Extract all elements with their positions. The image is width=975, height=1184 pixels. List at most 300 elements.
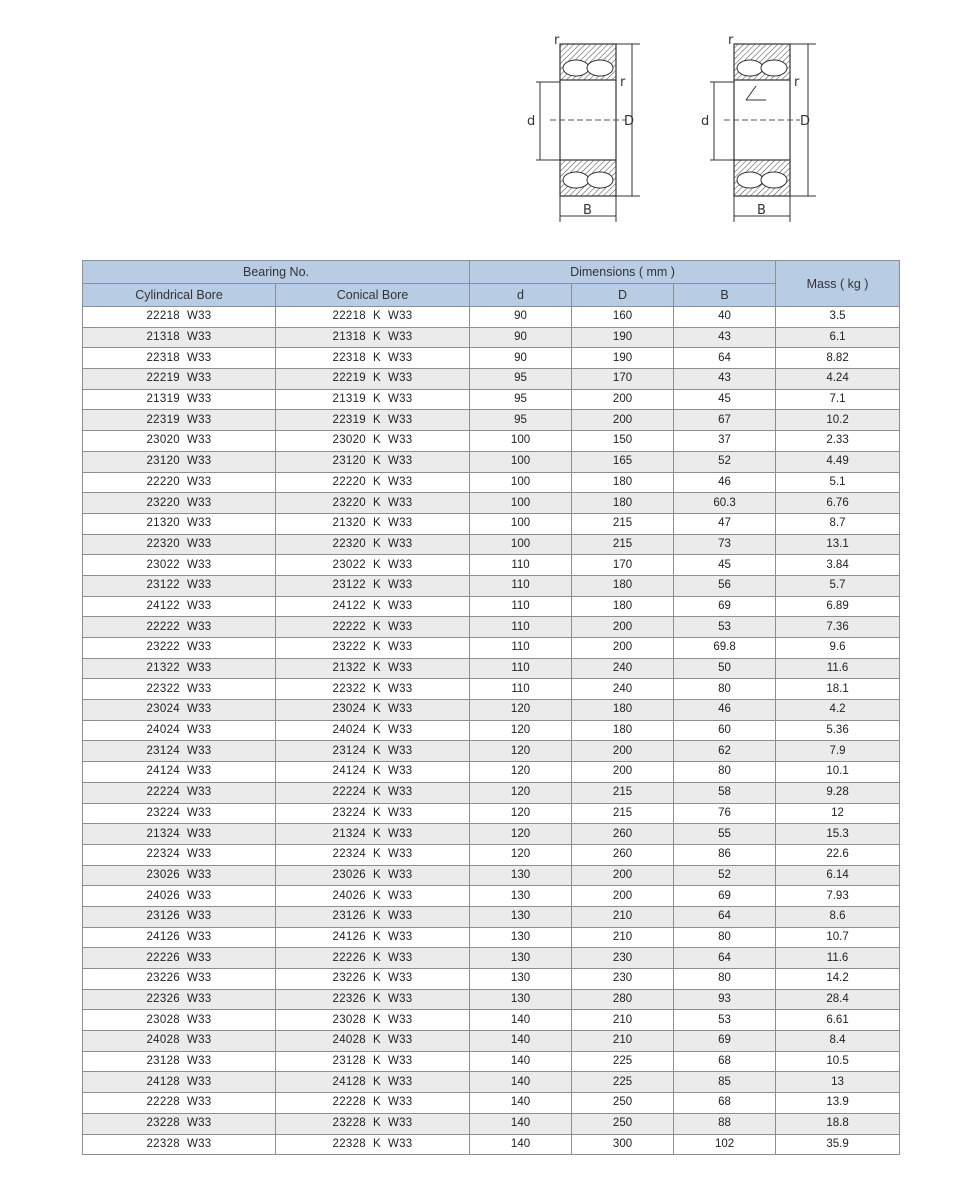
cell-mass: 3.84	[776, 555, 900, 576]
cell-cylindrical-bore: 23128 W33	[83, 1051, 276, 1072]
cell-B: 58	[674, 782, 776, 803]
table-row	[83, 658, 900, 679]
cell-D: 200	[572, 886, 674, 907]
label-r: r	[554, 33, 560, 48]
table-row	[83, 555, 900, 576]
cell-B: 64	[674, 348, 776, 369]
cell-B: 102	[674, 1134, 776, 1155]
cell-B: 60	[674, 720, 776, 741]
cell-d: 130	[470, 886, 572, 907]
cell-cylindrical-bore: 23228 W33	[83, 1113, 276, 1134]
cell-mass: 10.1	[776, 762, 900, 783]
table-row	[83, 472, 900, 493]
cell-conical-bore: 23224 K W33	[276, 803, 470, 824]
cell-D: 230	[572, 969, 674, 990]
cell-d: 120	[470, 700, 572, 721]
cell-D: 280	[572, 989, 674, 1010]
cell-D: 215	[572, 782, 674, 803]
cell-B: 69	[674, 886, 776, 907]
cell-cylindrical-bore: 23028 W33	[83, 1010, 276, 1031]
cell-conical-bore: 22328 K W33	[276, 1134, 470, 1155]
table-row	[83, 989, 900, 1010]
cell-d: 110	[470, 638, 572, 659]
cell-mass: 4.2	[776, 700, 900, 721]
label-B: B	[583, 203, 592, 218]
cell-cylindrical-bore: 23024 W33	[83, 700, 276, 721]
cell-D: 180	[572, 700, 674, 721]
cell-conical-bore: 23026 K W33	[276, 865, 470, 886]
cell-conical-bore: 24128 K W33	[276, 1072, 470, 1093]
table-row	[83, 762, 900, 783]
table-row	[83, 824, 900, 845]
cell-D: 300	[572, 1134, 674, 1155]
cell-conical-bore: 22224 K W33	[276, 782, 470, 803]
table-row	[83, 1031, 900, 1052]
cell-cylindrical-bore: 24128 W33	[83, 1072, 276, 1093]
cell-d: 95	[470, 389, 572, 410]
cell-B: 43	[674, 369, 776, 390]
cell-mass: 7.93	[776, 886, 900, 907]
cell-d: 140	[470, 1134, 572, 1155]
cell-cylindrical-bore: 23026 W33	[83, 865, 276, 886]
cell-cylindrical-bore: 23126 W33	[83, 906, 276, 927]
label-D: D	[800, 114, 811, 129]
bearing-spec-table	[82, 260, 900, 1155]
cell-B: 76	[674, 803, 776, 824]
cell-B: 93	[674, 989, 776, 1010]
cell-B: 69	[674, 596, 776, 617]
cell-conical-bore: 23022 K W33	[276, 555, 470, 576]
table-row	[83, 720, 900, 741]
cell-cylindrical-bore: 24124 W33	[83, 762, 276, 783]
label-r: r	[620, 75, 626, 90]
cell-conical-bore: 23028 K W33	[276, 1010, 470, 1031]
table-row	[83, 617, 900, 638]
cell-cylindrical-bore: 22222 W33	[83, 617, 276, 638]
cell-D: 190	[572, 327, 674, 348]
cell-d: 140	[470, 1031, 572, 1052]
cell-mass: 3.5	[776, 307, 900, 328]
cell-cylindrical-bore: 22328 W33	[83, 1134, 276, 1155]
cell-conical-bore: 24026 K W33	[276, 886, 470, 907]
cell-B: 50	[674, 658, 776, 679]
cell-D: 200	[572, 762, 674, 783]
cell-B: 60.3	[674, 493, 776, 514]
table-row	[83, 369, 900, 390]
cell-D: 150	[572, 431, 674, 452]
cell-D: 180	[572, 493, 674, 514]
cell-d: 120	[470, 844, 572, 865]
header-D: D	[572, 284, 674, 307]
cell-conical-bore: 22220 K W33	[276, 472, 470, 493]
conical-bore-drawing	[701, 33, 816, 222]
cell-d: 110	[470, 658, 572, 679]
cell-d: 140	[470, 1093, 572, 1114]
cell-B: 68	[674, 1093, 776, 1114]
cell-mass: 7.36	[776, 617, 900, 638]
cell-d: 100	[470, 472, 572, 493]
cell-B: 67	[674, 410, 776, 431]
cell-mass: 5.7	[776, 575, 900, 596]
cell-conical-bore: 21319 K W33	[276, 389, 470, 410]
cell-d: 120	[470, 803, 572, 824]
cell-B: 64	[674, 948, 776, 969]
cell-cylindrical-bore: 21318 W33	[83, 327, 276, 348]
cell-cylindrical-bore: 22226 W33	[83, 948, 276, 969]
cell-cylindrical-bore: 22322 W33	[83, 679, 276, 700]
cell-conical-bore: 23024 K W33	[276, 700, 470, 721]
cell-d: 95	[470, 410, 572, 431]
cell-d: 120	[470, 782, 572, 803]
cell-mass: 6.14	[776, 865, 900, 886]
cell-mass: 11.6	[776, 948, 900, 969]
cell-D: 200	[572, 741, 674, 762]
cell-d: 100	[470, 451, 572, 472]
cell-B: 45	[674, 555, 776, 576]
cell-B: 80	[674, 762, 776, 783]
cell-d: 130	[470, 989, 572, 1010]
table-row	[83, 534, 900, 555]
cell-B: 80	[674, 969, 776, 990]
cell-cylindrical-bore: 21319 W33	[83, 389, 276, 410]
cell-cylindrical-bore: 22324 W33	[83, 844, 276, 865]
cell-conical-bore: 22319 K W33	[276, 410, 470, 431]
cell-D: 240	[572, 679, 674, 700]
cell-D: 260	[572, 844, 674, 865]
cell-B: 47	[674, 513, 776, 534]
cell-D: 210	[572, 906, 674, 927]
label-d: d	[701, 114, 710, 129]
cell-mass: 6.1	[776, 327, 900, 348]
label-r: r	[794, 75, 800, 90]
label-B: B	[757, 203, 766, 218]
cell-cylindrical-bore: 23122 W33	[83, 575, 276, 596]
cell-D: 200	[572, 617, 674, 638]
cell-cylindrical-bore: 22224 W33	[83, 782, 276, 803]
table-row	[83, 1051, 900, 1072]
cell-d: 110	[470, 679, 572, 700]
cell-mass: 8.4	[776, 1031, 900, 1052]
cell-B: 68	[674, 1051, 776, 1072]
cell-mass: 9.28	[776, 782, 900, 803]
cell-cylindrical-bore: 23224 W33	[83, 803, 276, 824]
label-d: d	[527, 114, 536, 129]
cell-mass: 8.7	[776, 513, 900, 534]
header-d: d	[470, 284, 572, 307]
cell-mass: 4.49	[776, 451, 900, 472]
cell-mass: 18.1	[776, 679, 900, 700]
cell-cylindrical-bore: 23020 W33	[83, 431, 276, 452]
cell-B: 46	[674, 700, 776, 721]
cell-cylindrical-bore: 22320 W33	[83, 534, 276, 555]
cell-mass: 7.9	[776, 741, 900, 762]
cell-mass: 7.1	[776, 389, 900, 410]
table-row	[83, 389, 900, 410]
table-row	[83, 327, 900, 348]
cell-mass: 6.61	[776, 1010, 900, 1031]
table-row	[83, 886, 900, 907]
cell-D: 215	[572, 513, 674, 534]
cell-d: 100	[470, 431, 572, 452]
cell-conical-bore: 23122 K W33	[276, 575, 470, 596]
table-row	[83, 969, 900, 990]
table-row	[83, 410, 900, 431]
cell-D: 215	[572, 803, 674, 824]
cell-cylindrical-bore: 23220 W33	[83, 493, 276, 514]
cell-conical-bore: 24024 K W33	[276, 720, 470, 741]
table-row	[83, 803, 900, 824]
cell-conical-bore: 23220 K W33	[276, 493, 470, 514]
table-header-group-row	[83, 261, 900, 284]
cell-cylindrical-bore: 22219 W33	[83, 369, 276, 390]
cell-d: 140	[470, 1010, 572, 1031]
cell-conical-bore: 22320 K W33	[276, 534, 470, 555]
cell-cylindrical-bore: 24024 W33	[83, 720, 276, 741]
cell-cylindrical-bore: 24122 W33	[83, 596, 276, 617]
cell-B: 52	[674, 451, 776, 472]
cell-B: 55	[674, 824, 776, 845]
cell-D: 170	[572, 369, 674, 390]
cell-conical-bore: 21318 K W33	[276, 327, 470, 348]
cell-d: 110	[470, 596, 572, 617]
header-conical-bore: Conical Bore	[276, 284, 470, 307]
header-cylindrical-bore: Cylindrical Bore	[83, 284, 276, 307]
cell-B: 46	[674, 472, 776, 493]
cell-mass: 13.9	[776, 1093, 900, 1114]
cell-conical-bore: 22219 K W33	[276, 369, 470, 390]
table-row	[83, 348, 900, 369]
table-row	[83, 596, 900, 617]
cell-d: 120	[470, 824, 572, 845]
cell-d: 140	[470, 1113, 572, 1134]
cell-D: 260	[572, 824, 674, 845]
cell-d: 140	[470, 1051, 572, 1072]
cell-mass: 12	[776, 803, 900, 824]
cell-d: 140	[470, 1072, 572, 1093]
cell-conical-bore: 22228 K W33	[276, 1093, 470, 1114]
cell-d: 130	[470, 906, 572, 927]
cell-conical-bore: 24124 K W33	[276, 762, 470, 783]
table-row	[83, 1072, 900, 1093]
cell-d: 130	[470, 865, 572, 886]
cell-B: 62	[674, 741, 776, 762]
cell-mass: 18.8	[776, 1113, 900, 1134]
cell-D: 180	[572, 596, 674, 617]
cell-D: 180	[572, 720, 674, 741]
cell-d: 90	[470, 327, 572, 348]
cell-conical-bore: 24122 K W33	[276, 596, 470, 617]
cell-conical-bore: 24028 K W33	[276, 1031, 470, 1052]
cell-B: 56	[674, 575, 776, 596]
cell-B: 45	[674, 389, 776, 410]
table-row	[83, 741, 900, 762]
cell-B: 73	[674, 534, 776, 555]
cell-conical-bore: 23020 K W33	[276, 431, 470, 452]
cell-mass: 6.76	[776, 493, 900, 514]
cell-mass: 4.24	[776, 369, 900, 390]
cell-D: 200	[572, 410, 674, 431]
cell-B: 69	[674, 1031, 776, 1052]
cell-conical-bore: 23126 K W33	[276, 906, 470, 927]
cell-B: 69.8	[674, 638, 776, 659]
cell-D: 180	[572, 472, 674, 493]
table-row	[83, 679, 900, 700]
cell-conical-bore: 21324 K W33	[276, 824, 470, 845]
cell-cylindrical-bore: 21324 W33	[83, 824, 276, 845]
cell-conical-bore: 23124 K W33	[276, 741, 470, 762]
cell-B: 53	[674, 1010, 776, 1031]
cell-cylindrical-bore: 24026 W33	[83, 886, 276, 907]
cell-conical-bore: 24126 K W33	[276, 927, 470, 948]
table-row	[83, 493, 900, 514]
cell-d: 130	[470, 927, 572, 948]
cell-D: 210	[572, 927, 674, 948]
cell-conical-bore: 21322 K W33	[276, 658, 470, 679]
cell-mass: 22.6	[776, 844, 900, 865]
cell-cylindrical-bore: 24028 W33	[83, 1031, 276, 1052]
cell-d: 95	[470, 369, 572, 390]
cell-B: 64	[674, 906, 776, 927]
cell-d: 110	[470, 575, 572, 596]
table-body	[83, 307, 900, 1155]
cell-d: 120	[470, 741, 572, 762]
cell-D: 230	[572, 948, 674, 969]
table-row	[83, 844, 900, 865]
cell-mass: 6.89	[776, 596, 900, 617]
cell-d: 110	[470, 555, 572, 576]
table-row	[83, 431, 900, 452]
cell-D: 170	[572, 555, 674, 576]
cell-cylindrical-bore: 23222 W33	[83, 638, 276, 659]
cell-cylindrical-bore: 22318 W33	[83, 348, 276, 369]
table-row	[83, 1113, 900, 1134]
cell-d: 100	[470, 534, 572, 555]
cell-d: 110	[470, 617, 572, 638]
cell-cylindrical-bore: 22319 W33	[83, 410, 276, 431]
cell-mass: 35.9	[776, 1134, 900, 1155]
cell-B: 40	[674, 307, 776, 328]
cell-B: 80	[674, 679, 776, 700]
cell-conical-bore: 22226 K W33	[276, 948, 470, 969]
cell-mass: 13.1	[776, 534, 900, 555]
cell-mass: 2.33	[776, 431, 900, 452]
cell-B: 53	[674, 617, 776, 638]
cell-D: 250	[572, 1093, 674, 1114]
cell-mass: 8.6	[776, 906, 900, 927]
cell-B: 43	[674, 327, 776, 348]
cell-conical-bore: 21320 K W33	[276, 513, 470, 534]
table-row	[83, 782, 900, 803]
cell-conical-bore: 23228 K W33	[276, 1113, 470, 1134]
header-mass: Mass ( kg )	[776, 261, 900, 307]
cell-conical-bore: 22324 K W33	[276, 844, 470, 865]
cell-D: 160	[572, 307, 674, 328]
cell-mass: 10.5	[776, 1051, 900, 1072]
bearing-diagram	[520, 30, 830, 230]
cell-D: 225	[572, 1051, 674, 1072]
table-row	[83, 948, 900, 969]
cell-B: 85	[674, 1072, 776, 1093]
table-row	[83, 927, 900, 948]
cell-d: 100	[470, 513, 572, 534]
table-row	[83, 865, 900, 886]
cell-D: 180	[572, 575, 674, 596]
cell-B: 37	[674, 431, 776, 452]
cell-mass: 11.6	[776, 658, 900, 679]
header-dimensions: Dimensions ( mm )	[470, 261, 776, 284]
cell-conical-bore: 22322 K W33	[276, 679, 470, 700]
table-row	[83, 513, 900, 534]
cell-cylindrical-bore: 23124 W33	[83, 741, 276, 762]
cell-d: 90	[470, 348, 572, 369]
cell-cylindrical-bore: 23120 W33	[83, 451, 276, 472]
cell-B: 80	[674, 927, 776, 948]
header-bearing-no: Bearing No.	[83, 261, 470, 284]
cell-cylindrical-bore: 23226 W33	[83, 969, 276, 990]
cell-D: 200	[572, 389, 674, 410]
cell-cylindrical-bore: 22228 W33	[83, 1093, 276, 1114]
cell-mass: 9.6	[776, 638, 900, 659]
cell-conical-bore: 23120 K W33	[276, 451, 470, 472]
table-row	[83, 1134, 900, 1155]
table-row	[83, 1093, 900, 1114]
cell-cylindrical-bore: 22326 W33	[83, 989, 276, 1010]
cell-conical-bore: 23222 K W33	[276, 638, 470, 659]
table-row	[83, 700, 900, 721]
cell-conical-bore: 22318 K W33	[276, 348, 470, 369]
cell-d: 120	[470, 762, 572, 783]
cell-d: 100	[470, 493, 572, 514]
cell-B: 52	[674, 865, 776, 886]
cell-B: 88	[674, 1113, 776, 1134]
cell-D: 190	[572, 348, 674, 369]
header-B: B	[674, 284, 776, 307]
label-r: r	[728, 33, 734, 48]
cell-D: 215	[572, 534, 674, 555]
cell-mass: 10.2	[776, 410, 900, 431]
cell-conical-bore: 23128 K W33	[276, 1051, 470, 1072]
table-row	[83, 1010, 900, 1031]
cell-d: 130	[470, 969, 572, 990]
table-row	[83, 638, 900, 659]
table-row	[83, 307, 900, 328]
label-D: D	[624, 114, 635, 129]
cell-B: 86	[674, 844, 776, 865]
cell-conical-bore: 22218 K W33	[276, 307, 470, 328]
cell-mass: 5.1	[776, 472, 900, 493]
cell-D: 200	[572, 865, 674, 886]
cell-d: 120	[470, 720, 572, 741]
cell-D: 210	[572, 1010, 674, 1031]
cell-d: 90	[470, 307, 572, 328]
cell-mass: 14.2	[776, 969, 900, 990]
cell-cylindrical-bore: 23022 W33	[83, 555, 276, 576]
cell-conical-bore: 22326 K W33	[276, 989, 470, 1010]
cell-mass: 28.4	[776, 989, 900, 1010]
cell-D: 200	[572, 638, 674, 659]
cell-mass: 13	[776, 1072, 900, 1093]
cell-cylindrical-bore: 21322 W33	[83, 658, 276, 679]
cell-D: 250	[572, 1113, 674, 1134]
cell-mass: 10.7	[776, 927, 900, 948]
cell-mass: 5.36	[776, 720, 900, 741]
cell-conical-bore: 23226 K W33	[276, 969, 470, 990]
table-row	[83, 451, 900, 472]
table-row	[83, 575, 900, 596]
cell-D: 240	[572, 658, 674, 679]
table-row	[83, 906, 900, 927]
cell-D: 225	[572, 1072, 674, 1093]
